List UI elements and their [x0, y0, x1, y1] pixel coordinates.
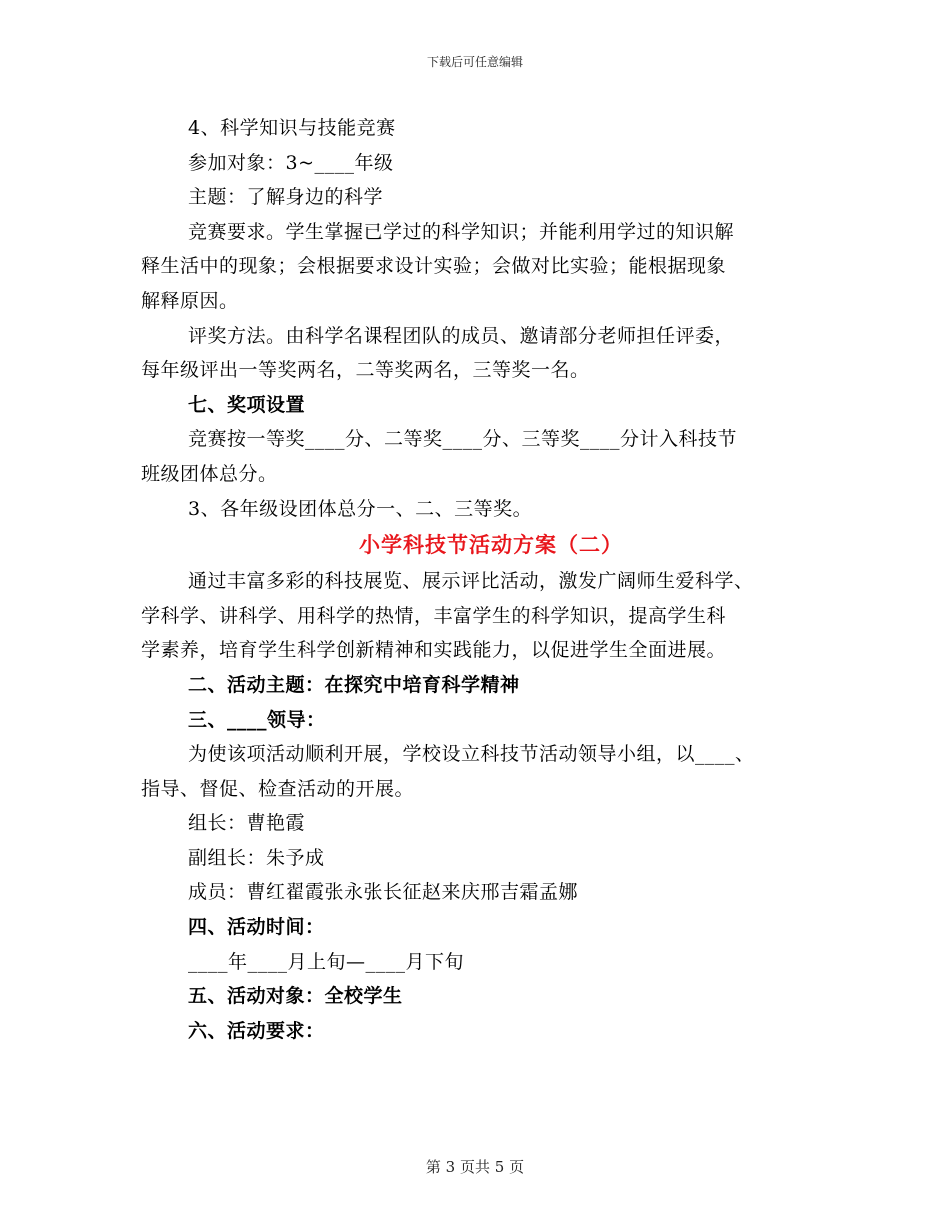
paragraph-line-s1-l10: 竞赛按一等奖____分、二等奖____分、三等奖____分计入科技节 — [188, 428, 738, 451]
paragraph-line-s1-l3: 主题：了解身边的科学 — [188, 186, 384, 209]
paragraph-line-s1-l12: 3、各年级设团体总分一、二、三等奖。 — [188, 497, 533, 520]
paragraph-line-s1-l7: 评奖方法。由科学名课程团队的成员、邀请部分老师担任评委， — [188, 324, 735, 347]
document-title: 小学科技节活动方案（二） — [359, 532, 623, 558]
paragraph-line-s2-l2: 学科学、讲科学、用科学的热情，丰富学生的科学知识，提高学生科 — [141, 604, 727, 627]
paragraph-line-s1-l8: 每年级评出一等奖两名，二等奖两名，三等奖一名。 — [141, 359, 590, 382]
paragraph-line-s2-l5: 三、____领导： — [188, 708, 326, 731]
section-contest-details — [141, 111, 821, 526]
paragraph-line-s2-l13: 五、活动对象：全校学生 — [188, 985, 403, 1008]
paragraph-line-s2-l6: 为使该项活动顺利开展，学校设立科技节活动领导小组，以____、 — [188, 743, 755, 766]
paragraph-line-s2-l10: 成员：曹红翟霞张永张长征赵来庆邢吉霜孟娜 — [188, 881, 579, 904]
paragraph-line-s2-l11: 四、活动时间： — [188, 916, 325, 939]
paragraph-line-s1-l5: 释生活中的现象；会根据要求设计实验；会做对比实验；能根据现象 — [141, 255, 727, 278]
paragraph-line-s1-l9: 七、奖项设置 — [188, 393, 306, 416]
section-activity-plan — [141, 564, 821, 1048]
paragraph-line-s2-l1: 通过丰富多彩的科技展览、展示评比活动，激发广阔师生爱科学、 — [188, 570, 754, 593]
page-footer: 第 3 页共 5 页 — [425, 1158, 525, 1176]
paragraph-line-s2-l9: 副组长：朱予成 — [188, 846, 325, 869]
paragraph-line-s2-l14: 六、活动要求： — [188, 1019, 325, 1042]
paragraph-line-s1-l6: 解释原因。 — [141, 289, 239, 312]
paragraph-line-s2-l4: 二、活动主题：在探究中培育科学精神 — [188, 673, 520, 696]
paragraph-line-s2-l12: ____年____月上旬—____月下旬 — [188, 950, 465, 973]
paragraph-line-s1-l11: 班级团体总分。 — [141, 462, 278, 485]
document-body — [141, 111, 821, 1048]
paragraph-line-s1-l1: 4、科学知识与技能竞赛 — [188, 117, 396, 139]
paragraph-line-s1-l2: 参加对象：3~____年级 — [188, 151, 394, 174]
paragraph-line-s1-l4: 竞赛要求。学生掌握已学过的科学知识；并能利用学过的知识解 — [188, 220, 735, 243]
paragraph-line-s2-l3: 学素养，培育学生科学创新精神和实践能力，以促进学生全面进展。 — [141, 639, 727, 662]
page-header: 下载后可任意编辑 — [426, 55, 523, 69]
paragraph-line-s2-l8: 组长：曹艳霞 — [188, 812, 306, 835]
paragraph-line-s2-l7: 指导、督促、检查活动的开展。 — [141, 777, 415, 800]
